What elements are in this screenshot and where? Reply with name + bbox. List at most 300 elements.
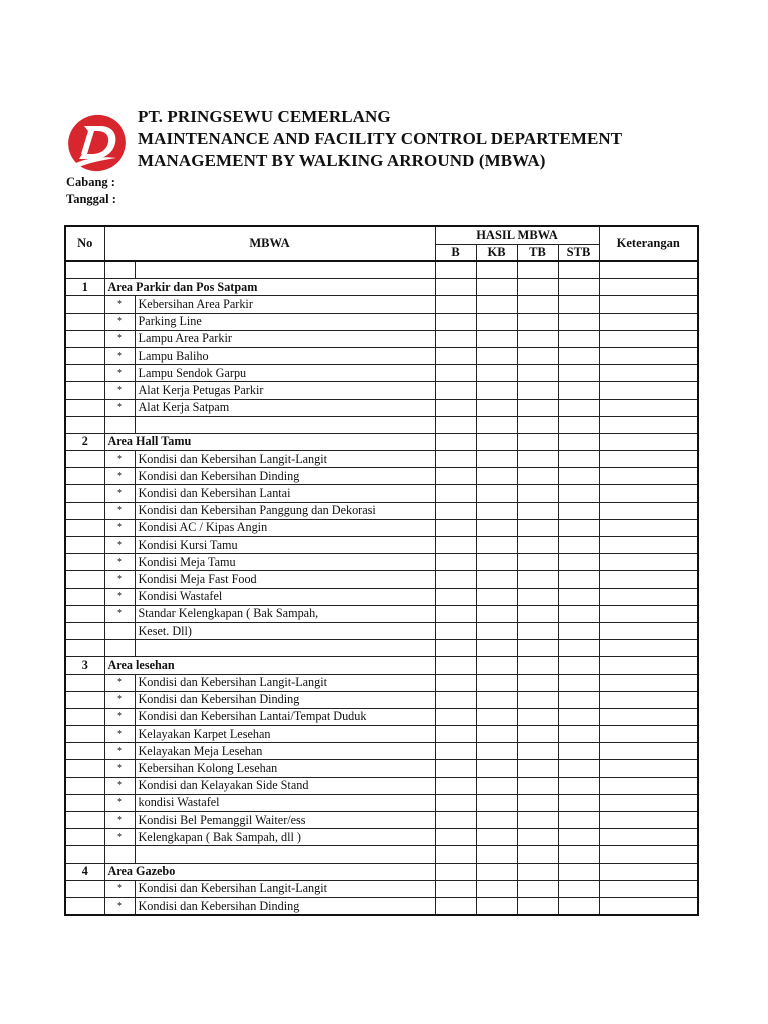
result-cell[interactable] (599, 829, 698, 846)
result-cell[interactable] (599, 708, 698, 725)
result-cell[interactable] (435, 760, 476, 777)
checklist-item: Kebersihan Kolong Lesehan (135, 760, 435, 777)
result-cell[interactable] (476, 674, 517, 691)
empty-cell (65, 451, 104, 468)
spacer-row (65, 416, 698, 433)
result-cell[interactable] (435, 399, 476, 416)
empty-cell (517, 846, 558, 863)
empty-cell (65, 365, 104, 382)
empty-cell (65, 726, 104, 743)
empty-cell (65, 296, 104, 313)
empty-cell (65, 571, 104, 588)
table-row (65, 347, 698, 364)
result-cell[interactable] (517, 382, 558, 399)
result-cell[interactable] (476, 622, 517, 639)
empty-cell (65, 794, 104, 811)
result-cell[interactable] (558, 897, 599, 915)
checklist-item: Kondisi Wastafel (135, 588, 435, 605)
result-cell[interactable] (599, 554, 698, 571)
result-cell[interactable] (599, 657, 698, 674)
result-cell[interactable] (599, 279, 698, 296)
result-cell[interactable] (599, 296, 698, 313)
result-cell[interactable] (599, 468, 698, 485)
table-row (65, 554, 698, 571)
result-cell[interactable] (558, 485, 599, 502)
result-cell[interactable] (558, 605, 599, 622)
checklist-item: Alat Kerja Petugas Parkir (135, 382, 435, 399)
result-cell[interactable] (435, 296, 476, 313)
bullet-mark: * (104, 502, 135, 519)
result-cell[interactable] (558, 347, 599, 364)
result-cell[interactable] (476, 279, 517, 296)
bullet-mark: * (104, 743, 135, 760)
table-row (65, 743, 698, 760)
result-cell[interactable] (435, 622, 476, 639)
checklist-item: kondisi Wastafel (135, 794, 435, 811)
empty-cell (476, 261, 517, 279)
result-cell[interactable] (517, 880, 558, 897)
checklist-item: Lampu Area Parkir (135, 330, 435, 347)
form-meta (66, 174, 116, 208)
result-cell[interactable] (435, 571, 476, 588)
result-cell[interactable] (435, 777, 476, 794)
result-cell[interactable] (517, 657, 558, 674)
result-cell[interactable] (517, 519, 558, 536)
result-cell[interactable] (476, 760, 517, 777)
result-cell[interactable] (476, 812, 517, 829)
result-cell[interactable] (435, 708, 476, 725)
result-cell[interactable] (599, 897, 698, 915)
section-number: 2 (65, 433, 104, 450)
result-cell[interactable] (476, 365, 517, 382)
table-row (65, 691, 698, 708)
result-cell[interactable] (558, 296, 599, 313)
result-cell[interactable] (476, 554, 517, 571)
result-cell[interactable] (517, 760, 558, 777)
result-cell[interactable] (476, 296, 517, 313)
bullet-mark: * (104, 313, 135, 330)
col-header-hasil: HASIL MBWA (435, 226, 599, 245)
result-cell[interactable] (558, 571, 599, 588)
section-row (65, 863, 698, 880)
bullet-mark: * (104, 571, 135, 588)
result-cell[interactable] (476, 588, 517, 605)
company-logo-icon (66, 112, 128, 174)
result-cell[interactable] (517, 365, 558, 382)
result-cell[interactable] (599, 760, 698, 777)
result-cell[interactable] (435, 880, 476, 897)
result-cell[interactable] (558, 365, 599, 382)
empty-cell (104, 416, 135, 433)
result-cell[interactable] (599, 726, 698, 743)
result-cell[interactable] (558, 399, 599, 416)
department-name: MAINTENANCE AND FACILITY CONTROL DEPARTEMENT (138, 129, 623, 148)
result-cell[interactable] (517, 691, 558, 708)
empty-cell (65, 897, 104, 915)
empty-cell (65, 880, 104, 897)
company-name: PT. PRINGSEWU CEMERLANG (138, 107, 391, 126)
bullet-mark: * (104, 485, 135, 502)
tanggal-label: Tanggal : (66, 192, 116, 206)
bullet-mark: * (104, 674, 135, 691)
section-number: 4 (65, 863, 104, 880)
section-title: Area lesehan (104, 657, 435, 674)
result-cell[interactable] (435, 743, 476, 760)
result-cell[interactable] (435, 313, 476, 330)
result-cell[interactable] (558, 279, 599, 296)
result-cell[interactable] (517, 777, 558, 794)
result-cell[interactable] (517, 433, 558, 450)
empty-cell (517, 261, 558, 279)
result-cell[interactable] (476, 502, 517, 519)
bullet-mark: * (104, 347, 135, 364)
result-cell[interactable] (599, 485, 698, 502)
result-cell[interactable] (517, 313, 558, 330)
bullet-mark (104, 622, 135, 639)
table-row (65, 451, 698, 468)
result-cell[interactable] (476, 777, 517, 794)
result-cell[interactable] (558, 313, 599, 330)
result-cell[interactable] (558, 812, 599, 829)
empty-cell (65, 622, 104, 639)
checklist-item: Kondisi dan Kebersihan Dinding (135, 897, 435, 915)
result-cell[interactable] (435, 537, 476, 554)
result-cell[interactable] (599, 382, 698, 399)
result-cell[interactable] (558, 691, 599, 708)
result-cell[interactable] (476, 880, 517, 897)
result-cell[interactable] (435, 502, 476, 519)
result-cell[interactable] (476, 433, 517, 450)
result-cell[interactable] (435, 519, 476, 536)
document-header (66, 106, 706, 216)
section-title: Area Parkir dan Pos Satpam (104, 279, 435, 296)
empty-cell (65, 468, 104, 485)
bullet-mark: * (104, 726, 135, 743)
table-row (65, 829, 698, 846)
result-cell[interactable] (476, 657, 517, 674)
bullet-mark: * (104, 760, 135, 777)
table-row (65, 519, 698, 536)
checklist-item: Keset. Dll) (135, 622, 435, 639)
result-cell[interactable] (476, 605, 517, 622)
result-cell[interactable] (558, 743, 599, 760)
empty-cell (135, 416, 435, 433)
result-cell[interactable] (558, 760, 599, 777)
result-cell[interactable] (517, 743, 558, 760)
bullet-mark: * (104, 468, 135, 485)
result-cell[interactable] (476, 571, 517, 588)
result-cell[interactable] (517, 468, 558, 485)
result-cell[interactable] (476, 863, 517, 880)
empty-cell (65, 313, 104, 330)
result-cell[interactable] (476, 519, 517, 536)
result-cell[interactable] (599, 880, 698, 897)
result-cell[interactable] (476, 347, 517, 364)
result-cell[interactable] (435, 330, 476, 347)
result-cell[interactable] (476, 485, 517, 502)
title-block (138, 106, 622, 172)
result-cell[interactable] (476, 743, 517, 760)
checklist-item: Kondisi Kursi Tamu (135, 537, 435, 554)
result-cell[interactable] (435, 554, 476, 571)
result-cell[interactable] (599, 691, 698, 708)
empty-cell (65, 347, 104, 364)
result-cell[interactable] (517, 451, 558, 468)
result-cell[interactable] (558, 330, 599, 347)
checklist-item: Kondisi AC / Kipas Angin (135, 519, 435, 536)
table-row (65, 330, 698, 347)
result-cell[interactable] (599, 571, 698, 588)
result-cell[interactable] (558, 502, 599, 519)
result-cell[interactable] (435, 433, 476, 450)
result-cell[interactable] (517, 330, 558, 347)
result-cell[interactable] (517, 399, 558, 416)
checklist-item: Alat Kerja Satpam (135, 399, 435, 416)
empty-cell (65, 416, 104, 433)
empty-cell (65, 691, 104, 708)
result-cell[interactable] (558, 622, 599, 639)
result-cell[interactable] (558, 537, 599, 554)
result-cell[interactable] (558, 708, 599, 725)
bullet-mark: * (104, 880, 135, 897)
section-row (65, 433, 698, 450)
bullet-mark: * (104, 399, 135, 416)
result-cell[interactable] (558, 519, 599, 536)
result-cell[interactable] (435, 347, 476, 364)
result-cell[interactable] (599, 622, 698, 639)
result-cell[interactable] (435, 485, 476, 502)
result-cell[interactable] (435, 605, 476, 622)
result-cell[interactable] (599, 330, 698, 347)
result-cell[interactable] (517, 605, 558, 622)
result-cell[interactable] (599, 863, 698, 880)
result-cell[interactable] (517, 554, 558, 571)
bullet-mark: * (104, 554, 135, 571)
empty-cell (476, 640, 517, 657)
result-cell[interactable] (435, 812, 476, 829)
result-cell[interactable] (476, 399, 517, 416)
empty-cell (65, 760, 104, 777)
checklist-body (65, 261, 698, 915)
table-row (65, 571, 698, 588)
result-cell[interactable] (476, 829, 517, 846)
result-cell[interactable] (558, 726, 599, 743)
result-cell[interactable] (435, 829, 476, 846)
empty-cell (435, 416, 476, 433)
cabang-label: Cabang : (66, 175, 115, 189)
result-cell[interactable] (435, 451, 476, 468)
result-cell[interactable] (599, 433, 698, 450)
empty-cell (517, 416, 558, 433)
empty-cell (104, 261, 135, 279)
bullet-mark: * (104, 605, 135, 622)
result-cell[interactable] (517, 708, 558, 725)
result-cell[interactable] (517, 726, 558, 743)
result-cell[interactable] (476, 330, 517, 347)
result-cell[interactable] (517, 502, 558, 519)
result-cell[interactable] (599, 451, 698, 468)
checklist-item: Kondisi dan Kelayakan Side Stand (135, 777, 435, 794)
empty-cell (476, 846, 517, 863)
empty-cell (65, 812, 104, 829)
table-row (65, 622, 698, 639)
result-cell[interactable] (599, 812, 698, 829)
empty-cell (558, 261, 599, 279)
table-row (65, 399, 698, 416)
empty-cell (104, 846, 135, 863)
empty-cell (65, 846, 104, 863)
result-cell[interactable] (599, 537, 698, 554)
empty-cell (65, 554, 104, 571)
result-cell[interactable] (435, 691, 476, 708)
result-cell[interactable] (517, 674, 558, 691)
section-number: 1 (65, 279, 104, 296)
result-cell[interactable] (435, 657, 476, 674)
result-cell[interactable] (517, 571, 558, 588)
result-cell[interactable] (435, 794, 476, 811)
result-cell[interactable] (517, 863, 558, 880)
checklist-item: Kebersihan Area Parkir (135, 296, 435, 313)
result-cell[interactable] (599, 605, 698, 622)
bullet-mark: * (104, 365, 135, 382)
result-cell[interactable] (558, 382, 599, 399)
checklist-item: Kondisi dan Kebersihan Langit-Langit (135, 451, 435, 468)
result-cell[interactable] (599, 313, 698, 330)
checklist-item: Kondisi Bel Pemanggil Waiter/ess (135, 812, 435, 829)
result-cell[interactable] (558, 588, 599, 605)
table-row (65, 588, 698, 605)
empty-cell (435, 261, 476, 279)
result-cell[interactable] (517, 537, 558, 554)
table-row (65, 777, 698, 794)
result-cell[interactable] (476, 313, 517, 330)
result-cell[interactable] (435, 863, 476, 880)
result-cell[interactable] (517, 794, 558, 811)
empty-cell (65, 674, 104, 691)
result-cell[interactable] (435, 279, 476, 296)
result-cell[interactable] (517, 347, 558, 364)
bullet-mark: * (104, 519, 135, 536)
empty-cell (435, 846, 476, 863)
result-cell[interactable] (517, 296, 558, 313)
result-cell[interactable] (558, 657, 599, 674)
result-cell[interactable] (599, 794, 698, 811)
checklist-item: Kondisi dan Kebersihan Panggung dan Dekorasi (135, 502, 435, 519)
result-cell[interactable] (599, 674, 698, 691)
bullet-mark: * (104, 794, 135, 811)
table-row (65, 708, 698, 725)
empty-cell (65, 537, 104, 554)
empty-cell (65, 502, 104, 519)
result-cell[interactable] (558, 433, 599, 450)
checklist-item: Standar Kelengkapan ( Bak Sampah, (135, 605, 435, 622)
table-row (65, 726, 698, 743)
result-cell[interactable] (476, 691, 517, 708)
checklist-item: Kondisi Meja Tamu (135, 554, 435, 571)
result-cell[interactable] (599, 502, 698, 519)
result-cell[interactable] (476, 451, 517, 468)
empty-cell (65, 588, 104, 605)
result-cell[interactable] (517, 588, 558, 605)
result-cell[interactable] (517, 279, 558, 296)
empty-cell (558, 416, 599, 433)
result-cell[interactable] (476, 382, 517, 399)
checklist-item: Kondisi dan Kebersihan Lantai (135, 485, 435, 502)
result-cell[interactable] (476, 537, 517, 554)
result-cell[interactable] (435, 382, 476, 399)
result-cell[interactable] (476, 708, 517, 725)
checklist-item: Kondisi dan Kebersihan Lantai/Tempat Duduk (135, 708, 435, 725)
col-header-b: B (435, 245, 476, 262)
checklist-item: Kelengkapan ( Bak Sampah, dll ) (135, 829, 435, 846)
result-cell[interactable] (476, 794, 517, 811)
result-cell[interactable] (476, 726, 517, 743)
result-cell[interactable] (435, 588, 476, 605)
result-cell[interactable] (517, 897, 558, 915)
result-cell[interactable] (558, 880, 599, 897)
empty-cell (65, 261, 104, 279)
table-row (65, 897, 698, 915)
empty-cell (65, 519, 104, 536)
empty-cell (65, 399, 104, 416)
result-cell[interactable] (558, 829, 599, 846)
col-header-mbwa: MBWA (104, 226, 435, 261)
result-cell[interactable] (558, 468, 599, 485)
empty-cell (65, 485, 104, 502)
empty-cell (65, 382, 104, 399)
empty-cell (65, 743, 104, 760)
table-row (65, 313, 698, 330)
result-cell[interactable] (599, 777, 698, 794)
result-cell[interactable] (558, 863, 599, 880)
result-cell[interactable] (558, 451, 599, 468)
empty-cell (435, 640, 476, 657)
result-cell[interactable] (517, 812, 558, 829)
form-subtitle: MANAGEMENT BY WALKING ARROUND (MBWA) (138, 151, 546, 170)
result-cell[interactable] (435, 726, 476, 743)
bullet-mark: * (104, 829, 135, 846)
section-row (65, 657, 698, 674)
result-cell[interactable] (558, 554, 599, 571)
result-cell[interactable] (435, 468, 476, 485)
result-cell[interactable] (517, 829, 558, 846)
result-cell[interactable] (476, 897, 517, 915)
result-cell[interactable] (599, 743, 698, 760)
result-cell[interactable] (517, 485, 558, 502)
empty-cell (65, 829, 104, 846)
result-cell[interactable] (599, 347, 698, 364)
result-cell[interactable] (599, 519, 698, 536)
result-cell[interactable] (517, 622, 558, 639)
section-number: 3 (65, 657, 104, 674)
result-cell[interactable] (599, 399, 698, 416)
result-cell[interactable] (558, 794, 599, 811)
checklist-item: Parking Line (135, 313, 435, 330)
result-cell[interactable] (599, 588, 698, 605)
empty-cell (599, 846, 698, 863)
empty-cell (65, 708, 104, 725)
result-cell[interactable] (599, 365, 698, 382)
result-cell[interactable] (435, 674, 476, 691)
result-cell[interactable] (558, 674, 599, 691)
section-row (65, 279, 698, 296)
table-row (65, 794, 698, 811)
result-cell[interactable] (558, 777, 599, 794)
result-cell[interactable] (476, 468, 517, 485)
checklist-item: Kelayakan Meja Lesehan (135, 743, 435, 760)
result-cell[interactable] (435, 365, 476, 382)
result-cell[interactable] (435, 897, 476, 915)
